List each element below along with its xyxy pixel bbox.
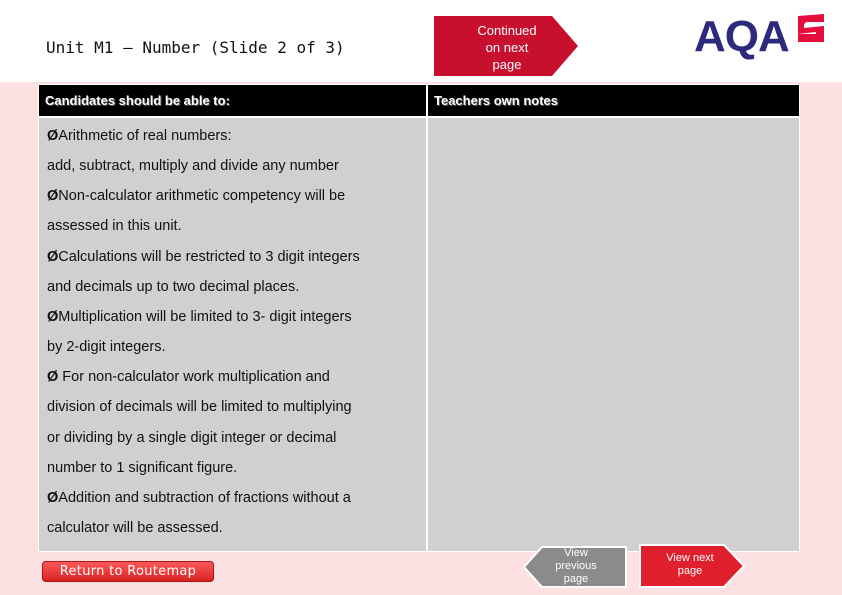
line-text: Non-calculator arithmetic competency will be (58, 188, 346, 205)
aqa-logo (694, 12, 828, 60)
line-text: division of decimals will be limited to multiplying (47, 399, 352, 416)
line-text: and decimals up to two decimal places. (47, 278, 300, 295)
line-text: For non-calculator work multiplication and (58, 369, 330, 386)
continuation-line (47, 458, 237, 478)
arrow-bullet-icon: Ø (47, 188, 59, 205)
line-text: Arithmetic of real numbers: (58, 128, 232, 144)
continued-line-3: page (492, 57, 522, 72)
view-next-button[interactable] (638, 543, 746, 589)
bullet-line (47, 186, 345, 206)
continued-line-2: on next (485, 40, 529, 55)
previous-line-1: View (564, 547, 588, 559)
next-line-1: View next (666, 552, 714, 564)
line-text: assessed in this unit. (47, 218, 182, 235)
candidates-cell (39, 118, 426, 551)
slide-title: Unit M1 – Number (Slide 2 of 3) (46, 38, 345, 57)
line-text: number to 1 significant figure. (47, 459, 238, 476)
line-text: Calculations will be restricted to 3 digit integers (58, 248, 360, 265)
arrow-bullet-icon: Ø (47, 128, 59, 144)
continuation-line (47, 216, 182, 236)
arrow-bullet-icon: Ø (47, 489, 59, 506)
view-previous-button[interactable] (524, 545, 628, 589)
bullet-line (47, 488, 351, 508)
continuation-line (47, 337, 165, 357)
arrow-bullet-icon: Ø (47, 369, 59, 386)
logo-swoosh-icon (794, 12, 828, 44)
continued-line-1: Continued (477, 23, 537, 38)
arrow-bullet-icon: Ø (47, 308, 59, 325)
header-teachers-notes: Teachers own notes (428, 85, 799, 116)
continuation-line (47, 397, 352, 417)
previous-line-3: page (563, 573, 589, 585)
next-line-2: page (677, 565, 703, 577)
continuation-line (47, 156, 339, 176)
next-label (636, 552, 744, 578)
line-text: or dividing by a single digit integer or decimal (47, 429, 337, 446)
bullet-line (47, 126, 232, 146)
continued-label (448, 22, 566, 73)
teachers-notes-cell[interactable] (428, 118, 799, 551)
previous-label (524, 547, 628, 586)
bullet-line (47, 307, 352, 327)
return-to-routemap-button[interactable]: Return to Routemap (42, 561, 214, 582)
logo-text: AQA (694, 12, 789, 61)
content-table (38, 84, 800, 552)
line-text: Addition and subtraction of fractions without a (58, 489, 351, 506)
line-text: add, subtract, multiply and divide any number (47, 158, 339, 175)
header-candidates: Candidates should be able to: (39, 85, 426, 116)
arrow-bullet-icon: Ø (47, 248, 59, 265)
previous-line-2: previous (555, 560, 597, 572)
bullet-line (47, 247, 360, 267)
continuation-line (47, 277, 299, 297)
bullet-line (47, 367, 330, 387)
line-text: Multiplication will be limited to 3- digit integers (58, 308, 352, 325)
line-text: by 2-digit integers. (47, 339, 166, 356)
continuation-line (47, 518, 223, 538)
line-text: calculator will be assessed. (47, 519, 223, 536)
continuation-line (47, 428, 336, 448)
